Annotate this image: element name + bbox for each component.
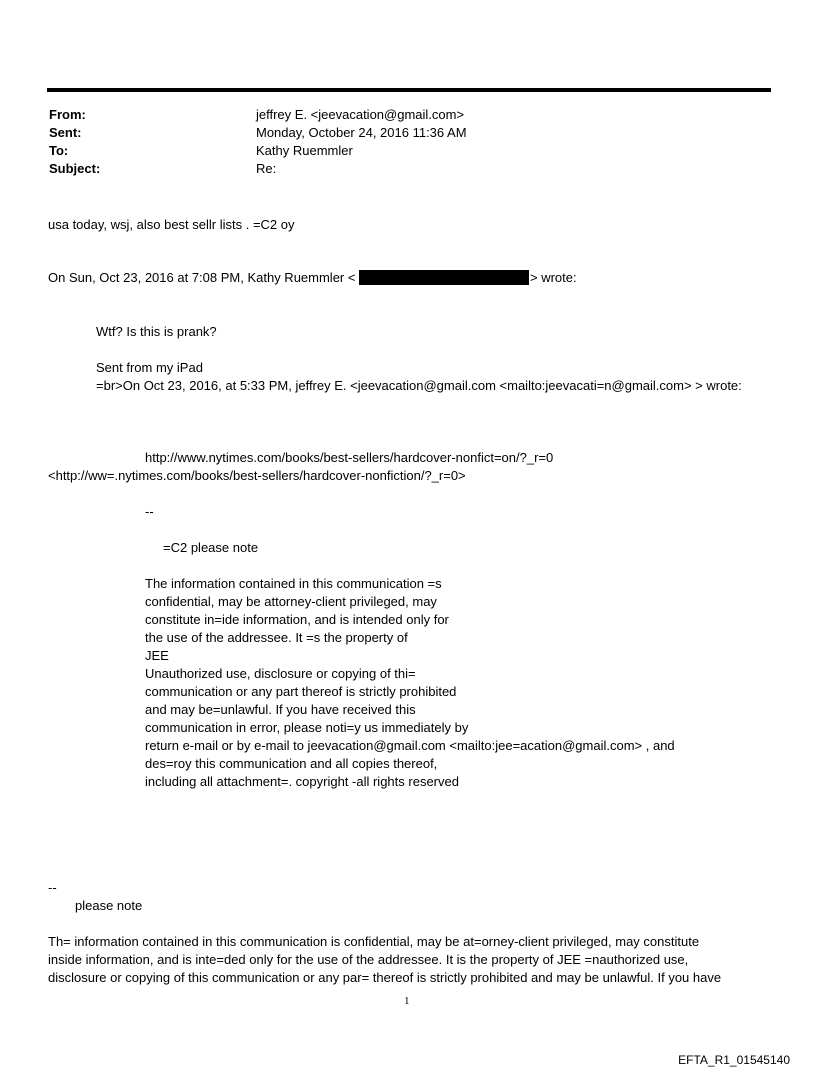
signature-note: =C2 please note [163, 540, 259, 555]
page-number: 1 [404, 995, 410, 1007]
subject-row [49, 160, 100, 178]
sent-label: Sent: [49, 125, 82, 140]
sent-from-ipad: Sent from my iPad [96, 360, 203, 375]
quote-intro-end: > wrote: [530, 270, 577, 285]
disclaimer-line: and may be=unlawful. If you have received this [145, 702, 416, 717]
to-label: To: [49, 143, 69, 158]
nyt-link-bracketed[interactable]: <http://ww=.nytimes.com/books/best-sellers/hardcover-nonfiction/?_r=0> [48, 468, 466, 483]
redaction-bar [359, 270, 529, 285]
subject-label: Subject: [49, 161, 101, 176]
disclaimer-line: des=roy this communication and all copies thereof, [145, 756, 438, 771]
footer-line: disclosure or copying of this communication or any par= thereof is strictly prohibited and may be unlawful. If you have [48, 970, 722, 985]
disclaimer-line: the use of the addressee. It =s the property of [145, 630, 408, 645]
footer-separator: -- [48, 880, 57, 895]
disclaimer-line: return e-mail or by e-mail to jeevacation@gmail.com <mailto:jee=acation@gmail.com> , and [145, 738, 675, 753]
disclaimer-line: communication or any part thereof is strictly prohibited [145, 684, 457, 699]
quoted-message: Wtf? Is this is prank? [96, 324, 217, 339]
to-row [49, 142, 68, 160]
signature-separator: -- [145, 504, 154, 519]
to-value: Kathy Ruemmler [256, 143, 353, 158]
bates-number: EFTA_R1_01545140 [678, 1053, 790, 1067]
disclaimer-line: communication in error, please noti=y us immediately by [145, 720, 469, 735]
header-rule [47, 88, 771, 92]
sent-value: Monday, October 24, 2016 11:36 AM [256, 125, 467, 140]
nested-quote-intro: =br>On Oct 23, 2016, at 5:33 PM, jeffrey E. <jeevacation@gmail.com <mailto:jeevacati=n@gmail.com> > wrote: [96, 378, 742, 393]
footer-line: inside information, and is inte=ded only for the use of the addressee. It is the property of JEE =nauthorized use, [48, 952, 689, 967]
nyt-link[interactable]: http://www.nytimes.com/books/best-sellers/hardcover-nonfict=on/?_r=0 [145, 450, 554, 465]
sent-row [49, 124, 82, 142]
from-row [49, 106, 86, 124]
disclaimer-line: including all attachment=. copyright -all rights reserved [145, 774, 459, 789]
footer-note: please note [75, 898, 143, 913]
disclaimer-line: Unauthorized use, disclosure or copying of thi= [145, 666, 416, 681]
subject-value: Re: [256, 161, 277, 176]
disclaimer-line: confidential, may be attorney-client privileged, may [145, 594, 437, 609]
reply-text: usa today, wsj, also best sellr lists . =C2 oy [48, 217, 295, 232]
disclaimer-line: The information contained in this communication =s [145, 576, 442, 591]
disclaimer-line: constitute in=ide information, and is intended only for [145, 612, 449, 627]
disclaimer-line: JEE [145, 648, 169, 663]
from-label: From: [49, 107, 86, 122]
footer-line: Th= information contained in this communication is confidential, may be at=orney-client privileged, may constitute [48, 934, 700, 949]
from-value: jeffrey E. <jeevacation@gmail.com> [256, 107, 465, 122]
quote-intro-start: On Sun, Oct 23, 2016 at 7:08 PM, Kathy Ruemmler < [48, 270, 356, 285]
